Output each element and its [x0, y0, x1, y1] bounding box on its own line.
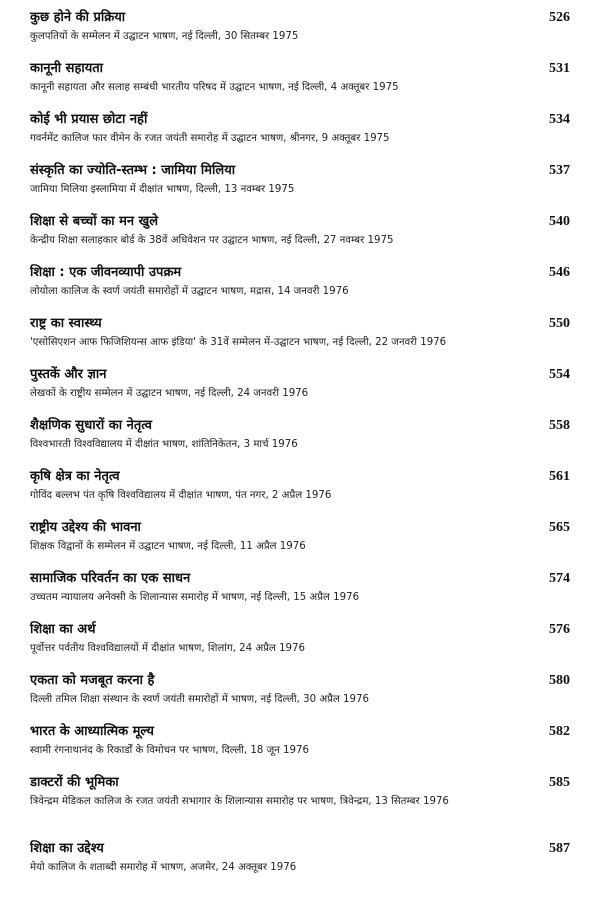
toc-entry — [28, 263, 574, 314]
entry-description: केन्द्रीय शिक्षा सलाहकार बोर्ड के 38वें अधिवेशन पर उद्घाटन भाषण, नई दिल्ली, 27 नवम्बर 1975 — [30, 235, 394, 246]
entry-description: उच्चतम न्यायालय अनेक्सी के शिलान्यास समारोह में भाषण, नई दिल्ली, 15 अप्रैल 1976 — [30, 592, 360, 603]
entry-title: शिक्षा का उद्देश्य — [30, 841, 104, 856]
entry-page-number: 526 — [549, 10, 570, 25]
entry-description: शिक्षक विद्वानों के सम्मेलन में उद्घाटन भाषण, नई दिल्ली, 11 अप्रैल 1976 — [30, 541, 306, 552]
entry-description: दिल्ली तमिल शिक्षा संस्थान के स्वर्ण जयंती समारोहों में भाषण, नई दिल्ली, 30 अप्रैल 1976 — [30, 694, 369, 705]
entry-page-number: 534 — [549, 112, 570, 127]
toc-entry — [28, 839, 574, 890]
table-of-contents — [28, 8, 574, 890]
entry-page-number: 565 — [549, 520, 570, 535]
entry-page-number: 585 — [549, 775, 570, 790]
entry-page-number: 574 — [549, 571, 570, 586]
entry-description: गवर्नमेंट कालिज फार वीमेन के रजत जयंती समारोह में उद्घाटन भाषण, श्रीनगर, 9 अक्तूबर 1975 — [30, 133, 390, 144]
entry-page-number: 537 — [549, 163, 570, 178]
entry-title: एकता को मजबूत करना है — [30, 673, 155, 688]
entry-description: कुलपतियों के सम्मेलन में उद्घाटन भाषण, नई दिल्ली, 30 सितम्बर 1975 — [30, 31, 299, 42]
entry-title: कोई भी प्रयास छोटा नहीं — [30, 112, 148, 127]
entry-description: पूर्वोत्तर पर्वतीय विश्वविद्यालयों में दीक्षांत भाषण, शिलांग, 24 अप्रैल 1976 — [30, 643, 305, 654]
entry-description: त्रिवेन्द्रम मेडिकल कालिज के रजत जयंती सभागार के शिलान्यास समारोह पर भाषण, त्रिवेन्द्रम, 13 सितम्बर 1976 — [30, 796, 449, 807]
entry-title: संस्कृति का ज्योति-स्तम्भ : जामिया मिलिया — [30, 163, 236, 178]
toc-entry — [28, 365, 574, 416]
entry-title: शिक्षा का अर्थ — [30, 622, 96, 637]
entry-description: 'एसोसिएशन आफ फिजिशियन्स आफ इंडिया' के 31वें सम्मेलन में-उद्घाटन भाषण, नई दिल्ली, 22 जनवरी 1976 — [30, 337, 447, 348]
toc-entry — [28, 671, 574, 722]
entry-title: पुस्तकें और ज्ञान — [30, 367, 107, 382]
entry-title: शैक्षणिक सुधारों का नेतृत्व — [30, 418, 152, 433]
entry-title: कुछ होने की प्रक्रिया — [30, 10, 126, 25]
entry-title: सामाजिक परिवर्तन का एक साधन — [30, 571, 191, 586]
toc-entry — [28, 620, 574, 671]
entry-page-number: 580 — [549, 673, 570, 688]
entry-description: विश्वभारती विश्वविद्यालय में दीक्षांत भाषण, शांतिनिकेतन, 3 मार्च 1976 — [30, 439, 298, 450]
entry-page-number: 540 — [549, 214, 570, 229]
entry-description: स्वामी रंगनाथानंद के रिकार्डों के विमोचन पर भाषण, दिल्ली, 18 जून 1976 — [30, 745, 309, 756]
toc-entry — [28, 110, 574, 161]
entry-page-number: 531 — [549, 61, 570, 76]
toc-entry — [28, 212, 574, 263]
toc-entry — [28, 161, 574, 212]
toc-entry — [28, 722, 574, 773]
entry-title: राष्ट्रीय उद्देश्य की भावना — [30, 520, 141, 535]
toc-entry — [28, 416, 574, 467]
entry-page-number: 587 — [549, 841, 570, 856]
entry-description: जामिया मिलिया इस्लामिया में दीक्षांत भाषण, दिल्ली, 13 नवम्बर 1975 — [30, 184, 295, 195]
toc-entry — [28, 467, 574, 518]
entry-title: डाक्टरों की भूमिका — [30, 775, 119, 790]
toc-entry — [28, 518, 574, 569]
toc-entry — [28, 314, 574, 365]
entry-page-number: 558 — [549, 418, 570, 433]
entry-page-number: 550 — [549, 316, 570, 331]
entry-title: राष्ट्र का स्वास्थ्य — [30, 316, 102, 331]
toc-entry — [28, 773, 574, 839]
toc-entry — [28, 59, 574, 110]
entry-title: शिक्षा से बच्चों का मन खुले — [30, 214, 159, 229]
entry-title: कृषि क्षेत्र का नेतृत्व — [30, 469, 120, 484]
entry-page-number: 554 — [549, 367, 570, 382]
entry-page-number: 582 — [549, 724, 570, 739]
entry-title: कानूनी सहायता — [30, 61, 104, 76]
entry-description: मेयो कालिज के शताब्दी समारोह में भाषण, अजमेर, 24 अक्तूबर 1976 — [30, 862, 297, 873]
entry-title: शिक्षा : एक जीवनव्यापी उपक्रम — [30, 265, 182, 280]
toc-entry — [28, 8, 574, 59]
entry-description: गोविंद बल्लभ पंत कृषि विश्वविद्यालय में दीक्षांत भाषण, पंत नगर, 2 अप्रैल 1976 — [30, 490, 332, 501]
entry-description: लेखकों के राष्ट्रीय सम्मेलन में उद्घाटन भाषण, नई दिल्ली, 24 जनवरी 1976 — [30, 388, 309, 399]
entry-title: भारत के आध्यात्मिक मूल्य — [30, 724, 154, 739]
entry-description: लोयोला कालिज के स्वर्ण जयंती समारोहों में उद्घाटन भाषण, मद्रास, 14 जनवरी 1976 — [30, 286, 349, 297]
toc-entry — [28, 569, 574, 620]
entry-page-number: 546 — [549, 265, 570, 280]
entry-description: कानूनी सहायता और सलाह सम्बंधी भारतीय परिषद में उद्घाटन भाषण, नई दिल्ली, 4 अक्तूबर 1975 — [30, 82, 399, 93]
entry-page-number: 561 — [549, 469, 570, 484]
entry-page-number: 576 — [549, 622, 570, 637]
